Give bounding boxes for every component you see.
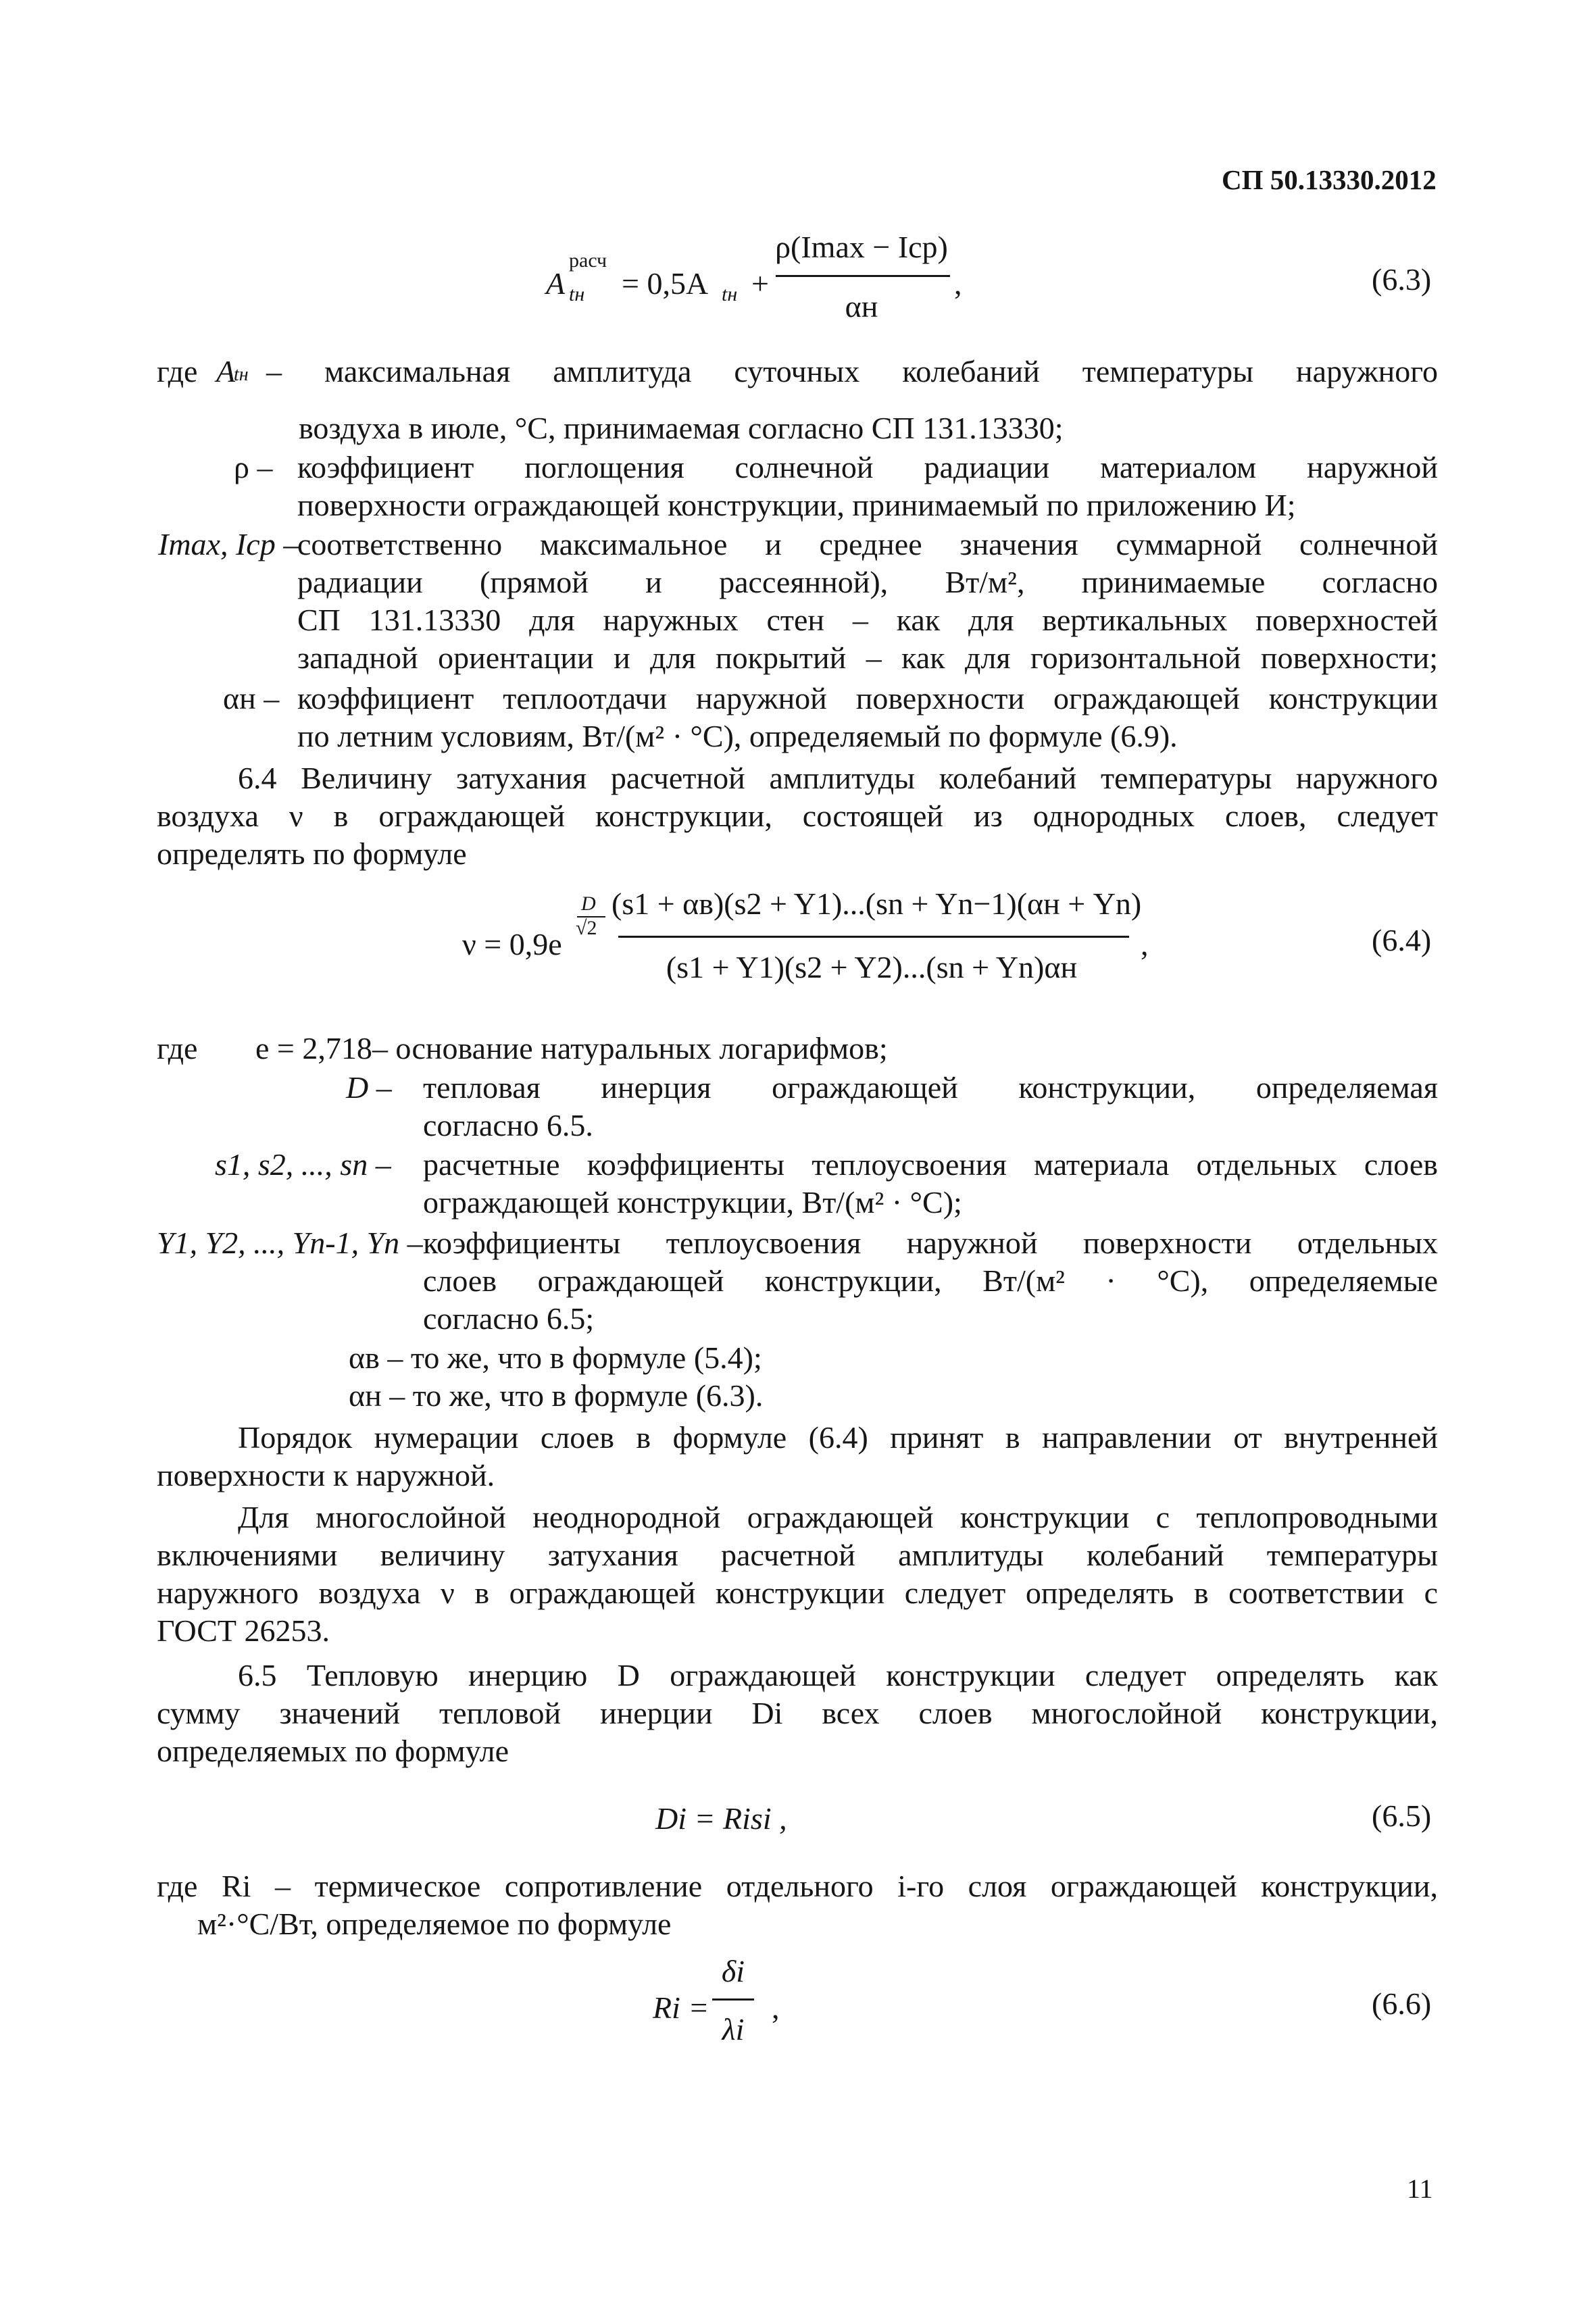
def-y-symbol: Y1, Y2, ..., Yn-1, Yn –	[157, 1226, 423, 1260]
formula-6-4-numerator: (s1 + αв)(s2 + Y1)...(sn + Yn−1)(αн + Yn)	[612, 886, 1142, 921]
def-i-line-2: радиации (прямой и рассеянной), Вт/м², принимаемые согласно	[297, 565, 1438, 599]
page-number: 11	[1407, 2173, 1433, 2204]
def-imax-symbol: Imax, Iср –	[158, 527, 299, 561]
def-i-line-1: соответственно максимальное и среднее значения суммарной солнечной	[297, 527, 1438, 561]
def-ri-line-2: м²·°С/Вт, определяемое по формуле	[197, 1907, 672, 1941]
p65-line-3: определяемых по формуле	[157, 1734, 509, 1768]
def-rho-symbol: ρ –	[234, 450, 273, 484]
formula-6-3-number: (6.3)	[1372, 262, 1432, 297]
def-alpha-line-1: коэффициент теплоотдачи наружной поверхности ограждающей конструкции	[297, 681, 1438, 715]
formula-6-6-number: (6.6)	[1372, 1986, 1432, 2021]
formula-6-6-denominator: λi	[722, 2012, 745, 2046]
def-rho-line-1: коэффициент поглощения солнечной радиации материалом наружной	[297, 450, 1438, 484]
formula-6-4-exp-den: √2	[576, 917, 597, 939]
formula-6-3-lhs-sup: расч	[569, 249, 607, 272]
formula-6-3-mid-sub: tн	[722, 283, 738, 305]
def-a-symbol-sub: tн	[234, 364, 249, 385]
def-i-line-3: СП 131.13330 для наружных стен – как для вертикальных поверхностей	[297, 603, 1438, 637]
p-multi-line-2: включениями величину затухания расчетной амплитуды колебаний температуры	[157, 1538, 1438, 1572]
p-multi-line-3: наружного воздуха ν в ограждающей конструкции следует определять в соответствии с	[157, 1576, 1438, 1610]
formula-6-5: Di = Risi ,	[655, 1801, 787, 1836]
formula-6-6-fraction-bar	[712, 1998, 754, 2001]
where-label-2: где	[157, 1031, 198, 1065]
formula-6-3-lhs-sub: tн	[569, 283, 585, 305]
def-y-line-3: согласно 6.5;	[423, 1301, 595, 1336]
def-alpha-symbol: αн –	[223, 681, 280, 715]
def-d-symbol: D –	[346, 1070, 392, 1105]
formula-6-4-denominator: (s1 + Y1)(s2 + Y2)...(sn + Yn)αн	[666, 950, 1078, 984]
p-order-line-2: поверхности к наружной.	[157, 1458, 495, 1492]
formula-6-6-lhs: Ri =	[653, 1990, 709, 2025]
formula-6-6-numerator: δi	[721, 1954, 745, 1988]
formula-6-6-comma: ,	[772, 1990, 780, 2025]
formula-6-3-numerator: ρ(Imax − Iср)	[775, 230, 948, 264]
formula-6-4-lhs: ν = 0,9e	[462, 927, 562, 961]
def-alpha-line-2: по летним условиям, Вт/(м² · °С), определяемый по формуле (6.9).	[297, 719, 1178, 753]
def-a-line-1: – максимальная амплитуда суточных колебаний температуры наружного	[266, 354, 1438, 388]
where-label: где	[157, 354, 198, 388]
p-multi-line-1: Для многослойной неоднородной ограждающей конструкции с теплопроводными	[238, 1500, 1438, 1534]
formula-6-5-number: (6.5)	[1372, 1799, 1432, 1833]
formula-6-4-number: (6.4)	[1372, 923, 1432, 957]
formula-6-4-fraction-bar	[618, 936, 1129, 938]
p64-line-1: 6.4 Величину затухания расчетной амплитуды колебаний температуры наружного	[238, 761, 1438, 795]
def-s-line-1: расчетные коэффициенты теплоусвоения материала отдельных слоев	[423, 1147, 1438, 1182]
p-order-line-1: Порядок нумерации слоев в формуле (6.4) принят в направлении от внутренней	[238, 1420, 1438, 1455]
def-a-line-2: воздуха в июле, °С, принимаемая согласно СП 131.13330;	[299, 411, 1064, 445]
def-y-line-1: коэффициенты теплоусвоения наружной поверхности отдельных	[423, 1226, 1438, 1260]
formula-6-4-exp-num: D	[581, 892, 596, 915]
def-alpha-v-line: αв – то же, что в формуле (5.4);	[349, 1340, 762, 1375]
formula-6-3-mid: = 0,5A	[622, 266, 709, 301]
formula-6-3-lhs: A	[546, 266, 566, 301]
def-alpha-n-line: αн – то же, что в формуле (6.3).	[349, 1378, 764, 1413]
def-i-line-4: западной ориентации и для покрытий – как для горизонтальной поверхности;	[297, 640, 1438, 675]
formula-6-3-denominator: αн	[845, 289, 878, 324]
def-d-line-2: согласно 6.5.	[423, 1108, 593, 1142]
p64-line-3: определять по формуле	[157, 836, 467, 871]
p64-line-2: воздуха ν в ограждающей конструкции, состоящей из однородных слоев, следует	[157, 799, 1438, 833]
def-ri-line-1: где Ri – термическое сопротивление отдельного i-го слоя ограждающей конструкции,	[157, 1869, 1438, 1903]
def-rho-line-2: поверхности ограждающей конструкции, принимаемый по приложению И;	[297, 488, 1296, 522]
def-s-symbol: s1, s2, ..., sn –	[215, 1147, 391, 1182]
def-d-line-1: тепловая инерция ограждающей конструкции, определяемая	[423, 1070, 1438, 1105]
p65-line-2: сумму значений тепловой инерции Di всех слоев многослойной конструкции,	[157, 1696, 1438, 1730]
def-e-line: e = 2,718– основание натуральных логарифмов;	[255, 1031, 888, 1065]
def-s-line-2: ограждающей конструкции, Вт/(м² · °С);	[423, 1185, 962, 1219]
def-a-symbol: A	[216, 354, 236, 388]
formula-6-4-comma: ,	[1141, 927, 1149, 961]
formula-6-3-comma: ,	[954, 266, 962, 301]
formula-6-3-plus: +	[751, 266, 769, 301]
document-code: СП 50.13330.2012	[1222, 164, 1437, 195]
p-multi-line-4: ГОСТ 26253.	[157, 1613, 330, 1648]
formula-6-3-fraction-bar	[776, 275, 950, 277]
p65-line-1: 6.5 Тепловую инерцию D ограждающей конструкции следует определять как	[238, 1658, 1438, 1692]
def-y-line-2: слоев ограждающей конструкции, Вт/(м² · °С), определяемые	[423, 1263, 1438, 1298]
